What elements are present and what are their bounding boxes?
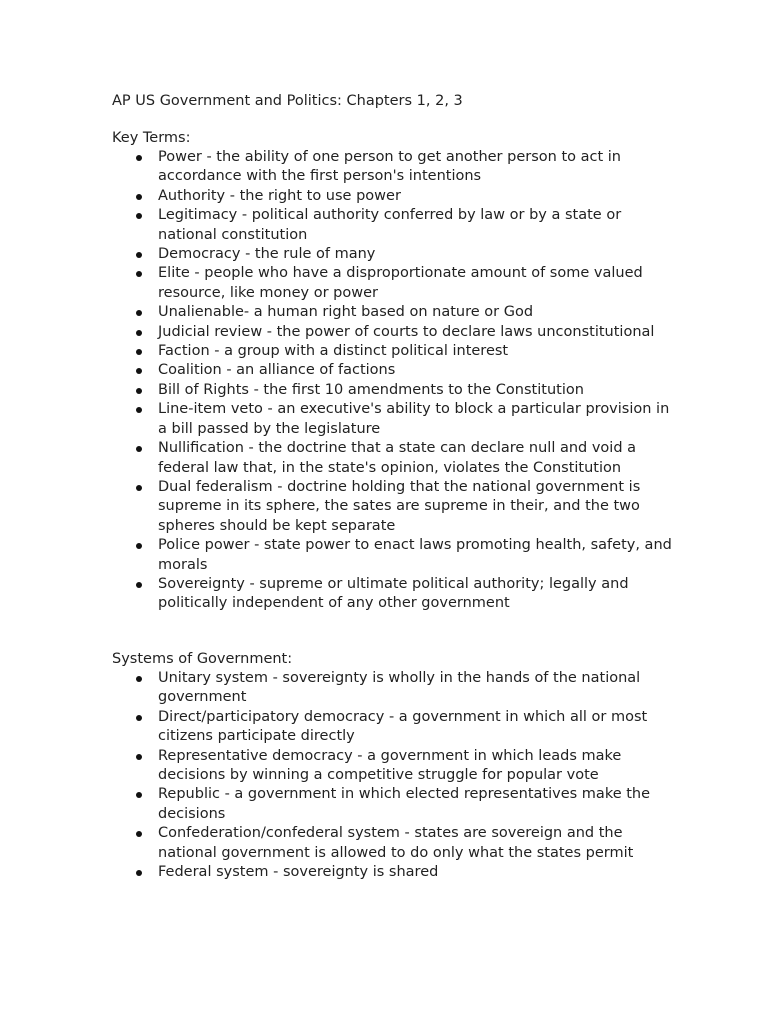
list-item: Legitimacy - political authority conferred by law or by a state or national constitution — [112, 206, 672, 245]
list-item: Judicial review - the power of courts to declare laws unconstitutional — [112, 323, 672, 342]
list-item: Faction - a group with a distinct political interest — [112, 342, 672, 361]
document-title: AP US Government and Politics: Chapters 1, 2, 3 — [112, 93, 463, 109]
list-item: Unalienable- a human right based on nature or God — [112, 303, 672, 322]
list-item: Elite - people who have a disproportionate amount of some valued resource, like money or power — [112, 264, 672, 303]
systems-list — [112, 669, 672, 882]
list-item: Federal system - sovereignty is shared — [112, 863, 672, 882]
list-item: Republic - a government in which elected representatives make the decisions — [112, 785, 672, 824]
key-terms-heading: Key Terms: — [112, 130, 191, 146]
systems-heading: Systems of Government: — [112, 651, 293, 667]
list-item: Direct/participatory democracy - a government in which all or most citizens participate directly — [112, 708, 672, 747]
list-item: Unitary system - sovereignty is wholly in the hands of the national government — [112, 669, 672, 708]
list-item: Confederation/confederal system - states are sovereign and the national government is allowed to do only what the states permit — [112, 824, 672, 863]
list-item: Representative democracy - a government in which leads make decisions by winning a competitive struggle for popular vote — [112, 747, 672, 786]
list-item: Coalition - an alliance of factions — [112, 361, 672, 380]
list-item: Bill of Rights - the first 10 amendments to the Constitution — [112, 381, 672, 400]
list-item: Nullification - the doctrine that a state can declare null and void a federal law that, in the state's opinion, violates the Constitution — [112, 439, 672, 478]
key-terms-list — [112, 148, 672, 614]
list-item: Power - the ability of one person to get another person to act in accordance with the first person's intentions — [112, 148, 672, 187]
list-item: Authority - the right to use power — [112, 187, 672, 206]
list-item: Line-item veto - an executive's ability to block a particular provision in a bill passed by the legislature — [112, 400, 672, 439]
list-item: Democracy - the rule of many — [112, 245, 672, 264]
list-item: Dual federalism - doctrine holding that the national government is supreme in its sphere, the sates are supreme in their, and the two spheres should be kept separate — [112, 478, 672, 536]
list-item: Police power - state power to enact laws promoting health, safety, and morals — [112, 536, 672, 575]
list-item: Sovereignty - supreme or ultimate political authority; legally and politically independent of any other government — [112, 575, 672, 614]
